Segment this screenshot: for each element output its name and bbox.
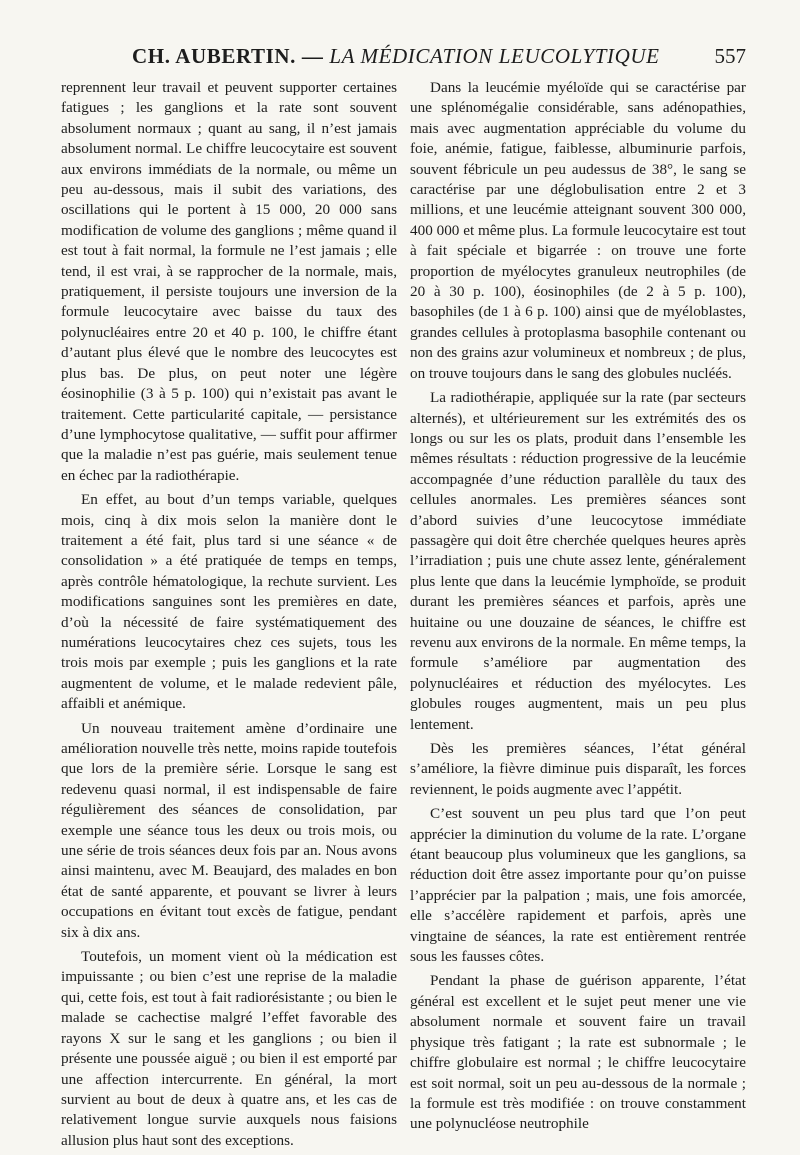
right-column xyxy=(410,78,746,1139)
paragraph: Dans la leucémie myéloïde qui se caractérise par une splénomégalie considérable, sans adénopathies, mais avec augmentation appréciable du volume du foie, anémie, fatigue, faiblesse, albuminurie parfois, souvent fébricule un peu audessus de 38°, le sang se caractérise par une déglobulisation entre 2 et 3 millions, et une leucémie atteignant souvent 300 000, 400 000 et même plus. La formule leucocytaire est tout à fait spéciale et bigarrée : on trouve une forte proportion de myélocytes granuleux neutrophiles (de 20 à 30 p. 100), éosinophiles (de 2 à 5 p. 100), basophiles (de 1 à 6 p. 100) ainsi que de myéloblastes, grandes cellules à protoplasma basophile contenant ou non des grains azur volumineux et nombreux ; de plus, on trouve toujours dans le sang des globules nucléés. xyxy=(410,79,746,382)
paragraph: C’est souvent un peu plus tard que l’on peut apprécier la diminution du volume de la rate. L’organe étant beaucoup plus volumineux que les ganglions, sa réduction doit être assez importante pour qu’on puisse l’apprécier par la palpation ; mais, une fois amorcée, elle s’accélère rapidement et parfois, après une vingtaine de séances, la rate est entièrement rentrée sous les fausses côtes. xyxy=(410,805,746,966)
paragraph: reprennent leur travail et peuvent supporter certaines fatigues ; les ganglions et la rate sont souvent absolument normaux ; quant au sang, il n’est jamais absolument normal. Le chiffre leucocytaire est souvent aux environs immédiats de la normale, ou même un peu au-dessous, mais il subit des variations, des oscillations qui le portent à 15 000, 20 000 sans modification de volume des ganglions ; même quand il est tout à fait normal, la formule ne l’est jamais ; elle tend, il est vrai, à se rapprocher de la normale, mais, pratiquement, il persiste toujours une inversion de la formule leucocytaire avec baisse du taux des polynucléaires entre 20 et 40 p. 100, le chiffre étant d’autant plus élevé que le nombre des leucocytes est plus bas. De plus, on peut noter une légère éosinophilie (3 à 5 p. 100) qui n’existait pas avant le traitement. Cette particularité capitale, — persistance d’une lymphocytose qualitative, — suffit pour affirmer que la maladie n’est pas guérie, mais seulement tenue en échec par la radiothérapie. xyxy=(61,79,397,484)
paragraph: Un nouveau traitement amène d’ordinaire une amélioration nouvelle très nette, moins rapide toutefois que lors de la première série. Lorsque le sang est redevenu quasi normal, il est indispensable de faire régulièrement des séances de consolidation, par exemple une séance tous les deux ou trois mois, ou une série de trois séances deux fois par an. Nous avons ainsi maintenu, avec M. Beaujard, des malades en bon état de santé apparente, et pouvant se livrer à leurs occupations en évitant tout excès de fatigue, pendant six à dix ans. xyxy=(61,719,397,941)
running-title xyxy=(132,44,660,69)
paragraph: Dès les premières séances, l’état général s’améliore, la fièvre diminue puis disparaît, les forces reviennent, le poids augmente avec l’appétit. xyxy=(410,740,746,798)
left-column xyxy=(61,78,397,1155)
paragraph: Pendant la phase de guérison apparente, l’état général est excellent et le sujet peut mener une vie absolument normale et souvent faire un travail physique très fatigant ; la rate est subnormale ; le chiffre globulaire est normal ; le chiffre leucocytaire est soit normal, soit un peu au-dessous de la normale ; la formule est très modifiée : on trouve constamment une polynucléose neutrophile xyxy=(410,972,746,1133)
paragraph: Toutefois, un moment vient où la médication est impuissante ; ou bien c’est une reprise de la maladie qui, cette fois, est tout à fait radiorésistante ; ou bien le malade se cachectise malgré l’effet favorable des rayons X sur le sang et les ganglions ; ou bien il présente une poussée aiguë ; ou bien il est emporté par une affection intercurrente. En général, la mort survient au bout de deux à quatre ans, et les cas de relativement longue survie auxquels nous faisions allusion plus haut sont des exceptions. xyxy=(61,948,397,1149)
running-header xyxy=(52,44,746,74)
author-name: CH. AUBERTIN. xyxy=(132,44,297,68)
paragraph: La radiothérapie, appliquée sur la rate (par secteurs alternés), et ultérieurement sur les extrémités des os longs ou sur les os plats, produit dans l’ensemble les mêmes résultats : réduction progressive de la leucémie accompagnée d’une réduction parallèle du taux des cellules anormales. Les premières séances sont d’abord suivies d’une leucocytose immédiate passagère qui doit être cherchée quelques heures après l’irradiation ; puis une chute assez lente, généralement plus lente que dans la leucémie lymphoïde, se produit durant les premières séances et parfois, après une huitaine ou une douzaine de séances, le chiffre est revenu aux environs de la normale. En même temps, la formule s’améliore par augmentation des polynucléaires et réduction des myélocytes. Les globules rouges augmentent, mais un peu plus lentement. xyxy=(410,389,746,733)
book-title: LA MÉDICATION LEUCOLYTIQUE xyxy=(329,44,660,68)
title-dash: — xyxy=(296,44,330,68)
paragraph: En effet, au bout d’un temps variable, quelques mois, cinq à dix mois selon la manière dont le traitement a été fait, plus tard si une séance « de consolidation » a été pratiquée de temps en temps, après contrôle hématologique, la rechute survient. Les modifications sanguines sont les premières en date, d’où la nécessité de faire systématiquement des numérations leucocytaires chez ces sujets, tous les trois mois par exemple ; puis les ganglions et la rate augmentent de volume, et le malade redevient pâle, affaibli et anémique. xyxy=(61,491,397,713)
page-number: 557 xyxy=(714,44,746,68)
